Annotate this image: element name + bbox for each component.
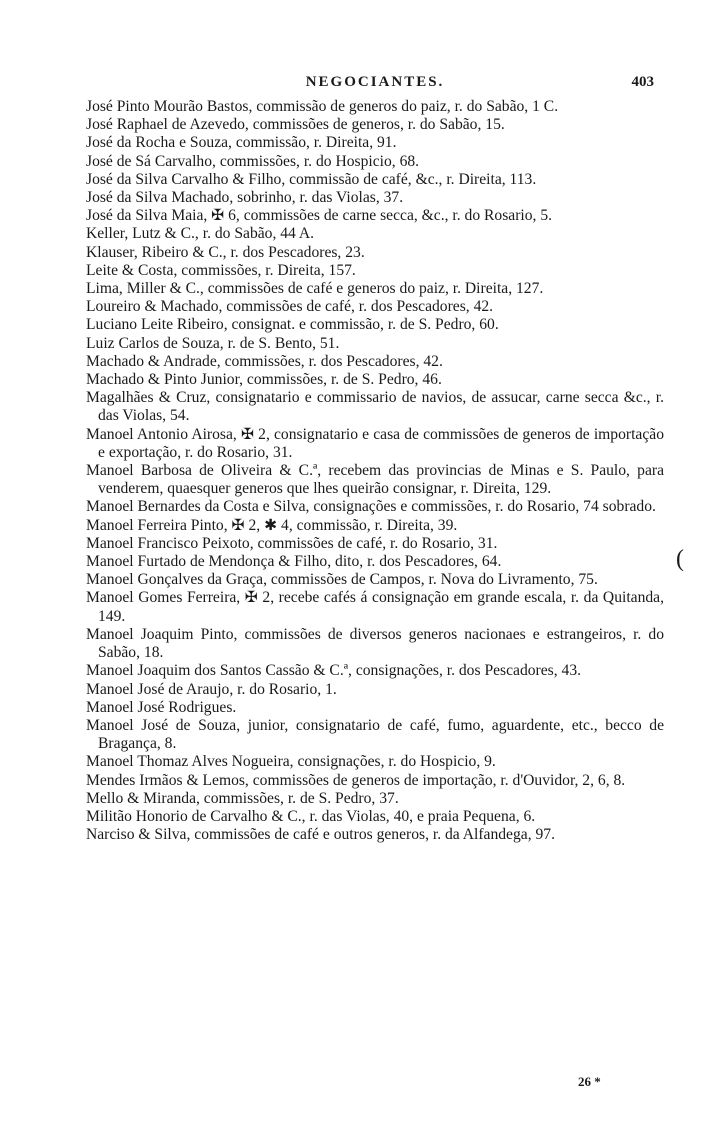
directory-entry: Manoel José de Araujo, r. do Rosario, 1.: [86, 680, 337, 698]
directory-entry: Mendes Irmãos & Lemos, commissões de generos de importação, r. d'Ouvidor, 2, 6, 8.: [86, 771, 626, 789]
directory-entry: Machado & Pinto Junior, commissões, r. de S. Pedro, 46.: [86, 371, 442, 389]
directory-entry: Manoel Thomaz Alves Nogueira, consignações, r. do Hospicio, 9.: [86, 753, 496, 771]
directory-entry: Manoel Joaquim Pinto, commissões de diversos generos nacionaes e estrangeiros, r. do Sabão, 18.: [86, 625, 664, 662]
directory-entry: Militão Honorio de Carvalho & C., r. das Violas, 40, e praia Pequena, 6.: [86, 807, 536, 825]
directory-entry: José da Rocha e Souza, commissão, r. Direita, 91.: [86, 134, 397, 152]
directory-entry: José de Sá Carvalho, commissões, r. do Hospicio, 68.: [86, 152, 420, 170]
directory-entry: Manoel Francisco Peixoto, commissões de café, r. do Rosario, 31.: [86, 534, 498, 552]
page-number: 403: [631, 74, 654, 90]
directory-entry: Leite & Costa, commissões, r. Direita, 157.: [86, 261, 356, 279]
directory-entry: Manoel Bernardes da Costa e Silva, consignações e commissões, r. do Rosario, 74 sobrado.: [86, 498, 656, 516]
running-header: [90, 74, 660, 96]
directory-entry: Manoel Antonio Airosa, ✠ 2, consignatario e casa de commissões de generos de importação e exportação, r. do Rosario, 31.: [86, 425, 664, 461]
directory-entry: José Raphael de Azevedo, commissões de generos, r. do Sabão, 15.: [86, 116, 505, 134]
directory-entry: José Pinto Mourão Bastos, commissão de generos do paiz, r. do Sabão, 1 C.: [86, 98, 559, 115]
margin-mark: (: [676, 546, 684, 572]
directory-entry: José da Silva Carvalho & Filho, commissão de café, &c., r. Direita, 113.: [86, 170, 537, 188]
directory-entry: Manoel Barbosa de Oliveira & C.ª, recebem das provincias de Minas e S. Paulo, para venderem, quaesquer generos que lhes queirão consignar, r. Direita, 129.: [86, 462, 664, 498]
directory-entry: José da Silva Maia, ✠ 6, commissões de carne secca, &c., r. do Rosario, 5.: [86, 207, 553, 225]
directory-entry: Luciano Leite Ribeiro, consignat. e commissão, r. de S. Pedro, 60.: [86, 316, 499, 334]
directory-entry: Narciso & Silva, commissões de café e outros generos, r. da Alfandega, 97.: [86, 826, 555, 844]
section-title: NEGOCIANTES.: [305, 74, 445, 90]
directory-entry: Manoel Gonçalves da Graça, commissões de Campos, r. Nova do Livramento, 75.: [86, 571, 598, 589]
directory-entry: Klauser, Ribeiro & C., r. dos Pescadores, 23.: [86, 243, 365, 261]
directory-entry: Lima, Miller & C., commissões de café e generos do paiz, r. Direita, 127.: [86, 280, 544, 298]
directory-entry: Manoel José de Souza, junior, consignatario de café, fumo, aguardente, etc., becco de Bragança, 8.: [86, 716, 664, 753]
signature-mark: 26 *: [578, 1074, 601, 1089]
directory-entry: Manoel Ferreira Pinto, ✠ 2, ✱ 4, commissão, r. Direita, 39.: [86, 516, 458, 534]
directory-entry: Manoel Furtado de Mendonça & Filho, dito, r. dos Pescadores, 64.: [86, 553, 502, 571]
directory-entry: Manoel José Rodrigues.: [86, 698, 237, 716]
directory-entry: José da Silva Machado, sobrinho, r. das Violas, 37.: [86, 189, 404, 207]
directory-entry: Keller, Lutz & C., r. do Sabão, 44 A.: [86, 225, 315, 243]
directory-entry: Luiz Carlos de Souza, r. de S. Bento, 51.: [86, 334, 340, 352]
directory-entry: Magalhães & Cruz, consignatario e commissario de navios, de assucar, carne secca &c., r. das Violas, 54.: [86, 389, 664, 425]
directory-entry: Machado & Andrade, commissões, r. dos Pescadores, 42.: [86, 352, 443, 370]
directory-entry: Loureiro & Machado, commissões de café, r. dos Pescadores, 42.: [86, 298, 494, 316]
directory-entry: Mello & Miranda, commissões, r. de S. Pedro, 37.: [86, 789, 399, 807]
directory-listing: [86, 98, 664, 844]
directory-entry: Manoel Joaquim dos Santos Cassão & C.ª, consignações, r. dos Pescadores, 43.: [86, 662, 582, 680]
directory-entry: Manoel Gomes Ferreira, ✠ 2, recebe cafés á consignação em grande escala, r. da Quitanda, 149.: [86, 589, 664, 625]
